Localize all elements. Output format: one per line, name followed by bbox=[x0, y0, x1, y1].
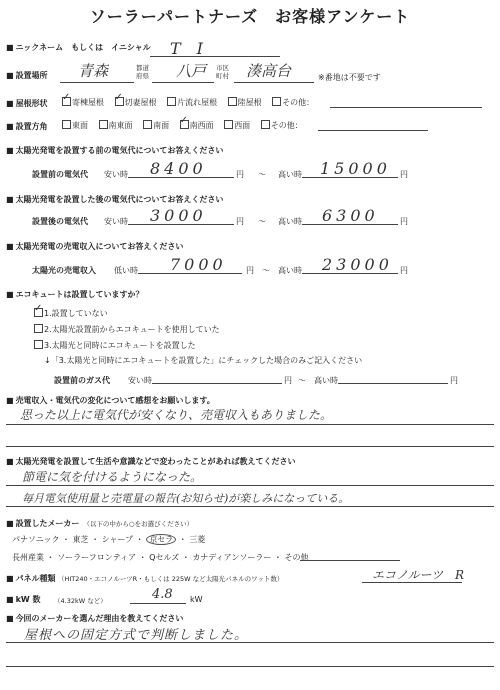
panel-label: ■ パネル種類 bbox=[6, 573, 56, 584]
maker-other[interactable]: その他 bbox=[284, 553, 309, 562]
nickname-value[interactable]: T I bbox=[170, 39, 203, 58]
lifestyle-line-1 bbox=[6, 485, 494, 486]
maker-sep: ・ bbox=[135, 535, 144, 544]
ecocute-heading: ■ エコキュートは設置していますか？ bbox=[6, 289, 144, 300]
maker-sep: ・ bbox=[91, 535, 100, 544]
ecocute-option-row-0 bbox=[34, 308, 108, 319]
maker-qcells[interactable]: Qセルズ bbox=[149, 553, 180, 562]
sale-low-unit: 円 bbox=[246, 266, 254, 275]
after-heading: ■ 太陽光発電を設置した後の電気代についてお答えください bbox=[6, 194, 223, 205]
survey-title: ソーラーパートナーズ お客様アンケート bbox=[89, 7, 411, 26]
before-high-label: 高い時 bbox=[278, 170, 302, 179]
ecocute-option-row-2 bbox=[34, 340, 196, 351]
impression-answer[interactable]: 思った以上に電気代が安くなり、売電収入もありました。 bbox=[20, 408, 333, 422]
direction-other-underline bbox=[318, 130, 428, 131]
maker-sep: ・ bbox=[181, 553, 190, 562]
reason-heading: ■ 今回のメーカーを選んだ理由を教えてください bbox=[6, 613, 183, 624]
maker-row-2 bbox=[12, 552, 308, 563]
after-high-value[interactable]: 6300 bbox=[322, 206, 379, 225]
direction-check-0[interactable] bbox=[62, 120, 71, 129]
kw-value[interactable]: 4.8 bbox=[152, 587, 173, 602]
direction-option-3: 南西面 bbox=[189, 121, 214, 130]
before-low-value[interactable]: 8400 bbox=[150, 159, 207, 178]
gas-row-label: 設置前のガス代 bbox=[54, 376, 110, 385]
maker-canadian-solar[interactable]: カナディアンソーラー bbox=[192, 553, 272, 562]
town-underline bbox=[234, 82, 314, 83]
nickname-underline bbox=[150, 56, 280, 57]
direction-option-2: 南面 bbox=[153, 121, 170, 130]
panel-underline bbox=[362, 582, 462, 583]
roof-option-2: 片流れ屋根 bbox=[177, 98, 218, 107]
after-high-label: 高い時 bbox=[278, 217, 302, 226]
ecocute-check-1[interactable] bbox=[34, 324, 43, 333]
gas-low-unit: 円 bbox=[284, 376, 292, 385]
direction-option-4: 西面 bbox=[234, 121, 251, 130]
kw-label: ■ kW 数 bbox=[6, 594, 41, 605]
maker-heading-text: 設置したメーカー bbox=[15, 519, 80, 528]
ecocute-option-2: 3.太陽光と同時にエコキュートを設置した bbox=[44, 341, 196, 350]
sale-row-label: 太陽光の売電収入 bbox=[32, 266, 96, 275]
reason-line-2 bbox=[6, 666, 494, 667]
maker-heading-note: （以下の中から○をお選びください） bbox=[83, 520, 194, 528]
kw-underline bbox=[130, 603, 186, 604]
maker-row-1 bbox=[12, 534, 205, 545]
after-low-unit: 円 bbox=[236, 217, 244, 226]
after-row-label: 設置後の電気代 bbox=[32, 217, 88, 226]
impression-heading: ■ 売電収入・電気代の変化について感想をお願いします。 bbox=[6, 395, 215, 406]
gas-low-label: 安い時 bbox=[128, 376, 152, 385]
before-low-label: 安い時 bbox=[104, 170, 128, 179]
after-high-unit: 円 bbox=[400, 217, 408, 226]
lifestyle-line-2 bbox=[6, 506, 494, 507]
after-low-label: 安い時 bbox=[104, 217, 128, 226]
before-sep: ～ bbox=[258, 170, 266, 179]
gas-high-unit: 円 bbox=[450, 376, 458, 385]
sale-low-underline bbox=[138, 273, 242, 274]
roof-check-4[interactable] bbox=[272, 97, 281, 106]
roof-check-3[interactable] bbox=[228, 97, 237, 106]
maker-mitsubishi[interactable]: 三菱 bbox=[189, 535, 206, 544]
city-underline bbox=[152, 82, 214, 83]
maker-sep: ・ bbox=[46, 553, 55, 562]
location-town[interactable]: 湊高台 bbox=[246, 62, 292, 80]
sale-low-value[interactable]: 7000 bbox=[170, 255, 227, 274]
kw-note: （4.32kW など） bbox=[54, 597, 107, 605]
direction-option-1: 南東面 bbox=[108, 121, 133, 130]
gas-low-underline[interactable] bbox=[152, 383, 282, 384]
sale-high-value[interactable]: 23000 bbox=[322, 255, 393, 274]
location-note: ※番地は不要です bbox=[318, 73, 381, 82]
direction-option-0: 東面 bbox=[72, 121, 88, 130]
location-label: ■ 設置場所 bbox=[6, 70, 48, 81]
sale-high-underline bbox=[302, 273, 398, 274]
gas-high-underline[interactable] bbox=[338, 383, 448, 384]
after-low-underline bbox=[128, 224, 234, 225]
roof-option-0: 寄棟屋根 bbox=[72, 98, 104, 107]
kw-unit: kW bbox=[190, 595, 203, 604]
before-high-underline bbox=[302, 177, 398, 178]
sale-sep: ～ bbox=[262, 266, 270, 275]
direction-check-1[interactable] bbox=[99, 120, 108, 129]
before-heading: ■ 太陽光発電を設置する前の電気代についてお答えください bbox=[6, 145, 223, 156]
maker-solar-frontier[interactable]: ソーラーフロンティア bbox=[57, 553, 137, 562]
ecocute-check-2[interactable] bbox=[34, 340, 43, 349]
gas-sep: ～ bbox=[298, 376, 306, 385]
after-low-value[interactable]: 3000 bbox=[150, 206, 207, 225]
location-pref[interactable]: 青森 bbox=[78, 62, 109, 80]
before-low-underline bbox=[128, 177, 234, 178]
maker-sharp[interactable]: シャープ bbox=[101, 535, 134, 544]
lifestyle-answer-2[interactable]: 毎月電気使用量と売電量の報告(お知らせ)が楽しみになっている。 bbox=[22, 492, 350, 505]
ecocute-option-row-1 bbox=[34, 324, 220, 335]
maker-sep: ・ bbox=[273, 553, 282, 562]
impression-line-1 bbox=[6, 424, 494, 425]
sale-high-unit: 円 bbox=[400, 266, 408, 275]
pref-underline bbox=[60, 82, 134, 83]
nickname-label: ■ ニックネーム もしくは イニシャル bbox=[6, 42, 151, 53]
sale-high-label: 高い時 bbox=[278, 266, 302, 275]
before-row-label: 設置前の電気代 bbox=[32, 170, 88, 179]
after-high-underline bbox=[302, 224, 398, 225]
roof-check-2[interactable] bbox=[167, 97, 176, 106]
roof-options bbox=[62, 97, 314, 108]
direction-option-5: その他： bbox=[270, 121, 303, 130]
gas-high-label: 高い時 bbox=[314, 376, 338, 385]
panel-note: （HIT240・エコノルーツR・もしくは 225W など太陽光パネルのワット数） bbox=[58, 575, 284, 583]
roof-option-1: 切妻屋根 bbox=[124, 98, 157, 107]
panel-value[interactable]: エコノルーツ R bbox=[372, 568, 465, 582]
maker-heading bbox=[6, 518, 193, 529]
maker-panasonic[interactable]: パナソニック bbox=[12, 535, 60, 544]
pref-unit: 都道 府県 bbox=[136, 64, 149, 80]
before-high-value[interactable]: 15000 bbox=[320, 159, 391, 178]
location-city[interactable]: 八戸 bbox=[176, 62, 207, 80]
city-unit: 市区 町村 bbox=[216, 64, 229, 80]
ecocute-note: ↓「3.太陽光と同時にエコキュートを設置した」にチェックした場合のみご記入ください bbox=[44, 356, 363, 365]
roof-other-underline bbox=[330, 107, 482, 108]
after-sep: ～ bbox=[258, 217, 266, 226]
impression-line-2 bbox=[6, 446, 494, 447]
direction-check-3[interactable] bbox=[180, 120, 189, 129]
maker-kyocera[interactable]: 京セラ bbox=[146, 534, 176, 545]
ecocute-option-1: 2.太陽光設置前からエコキュートを使用していた bbox=[44, 325, 220, 334]
sale-low-label: 低い時 bbox=[114, 266, 138, 275]
roof-check-0[interactable] bbox=[62, 97, 71, 106]
roof-label: ■ 屋根形状 bbox=[6, 98, 48, 109]
maker-sep: ・ bbox=[138, 553, 147, 562]
maker-toshiba[interactable]: 東芝 bbox=[72, 535, 89, 544]
direction-check-4[interactable] bbox=[224, 120, 233, 129]
reason-answer[interactable]: 屋根への固定方式で判断しました。 bbox=[24, 628, 249, 643]
maker-sep: ・ bbox=[62, 535, 70, 544]
maker-sep: ・ bbox=[178, 535, 187, 544]
ecocute-check-0[interactable] bbox=[34, 308, 43, 317]
roof-option-3: 陸屋根 bbox=[237, 98, 262, 107]
lifestyle-answer-1[interactable]: 節電に気を付けるようになった。 bbox=[22, 470, 203, 484]
ecocute-option-0: 1.設置していない bbox=[44, 309, 108, 318]
direction-options bbox=[62, 120, 303, 131]
maker-other-underline bbox=[300, 560, 400, 561]
roof-option-4: その他： bbox=[282, 98, 315, 107]
before-low-unit: 円 bbox=[236, 170, 244, 179]
reason-line-1 bbox=[6, 642, 494, 643]
roof-check-1[interactable] bbox=[115, 97, 124, 106]
sale-heading: ■ 太陽光発電の売電収入についてお答えください bbox=[6, 241, 183, 252]
direction-check-2[interactable] bbox=[143, 120, 152, 129]
before-high-unit: 円 bbox=[400, 170, 408, 179]
direction-label: ■ 設置方角 bbox=[6, 121, 48, 132]
lifestyle-heading: ■ 太陽光発電を設置して生活や意識などで変わったことがあれば教えてください bbox=[6, 456, 295, 467]
maker-choshu[interactable]: 長州産業 bbox=[12, 553, 44, 562]
direction-check-5[interactable] bbox=[261, 120, 270, 129]
